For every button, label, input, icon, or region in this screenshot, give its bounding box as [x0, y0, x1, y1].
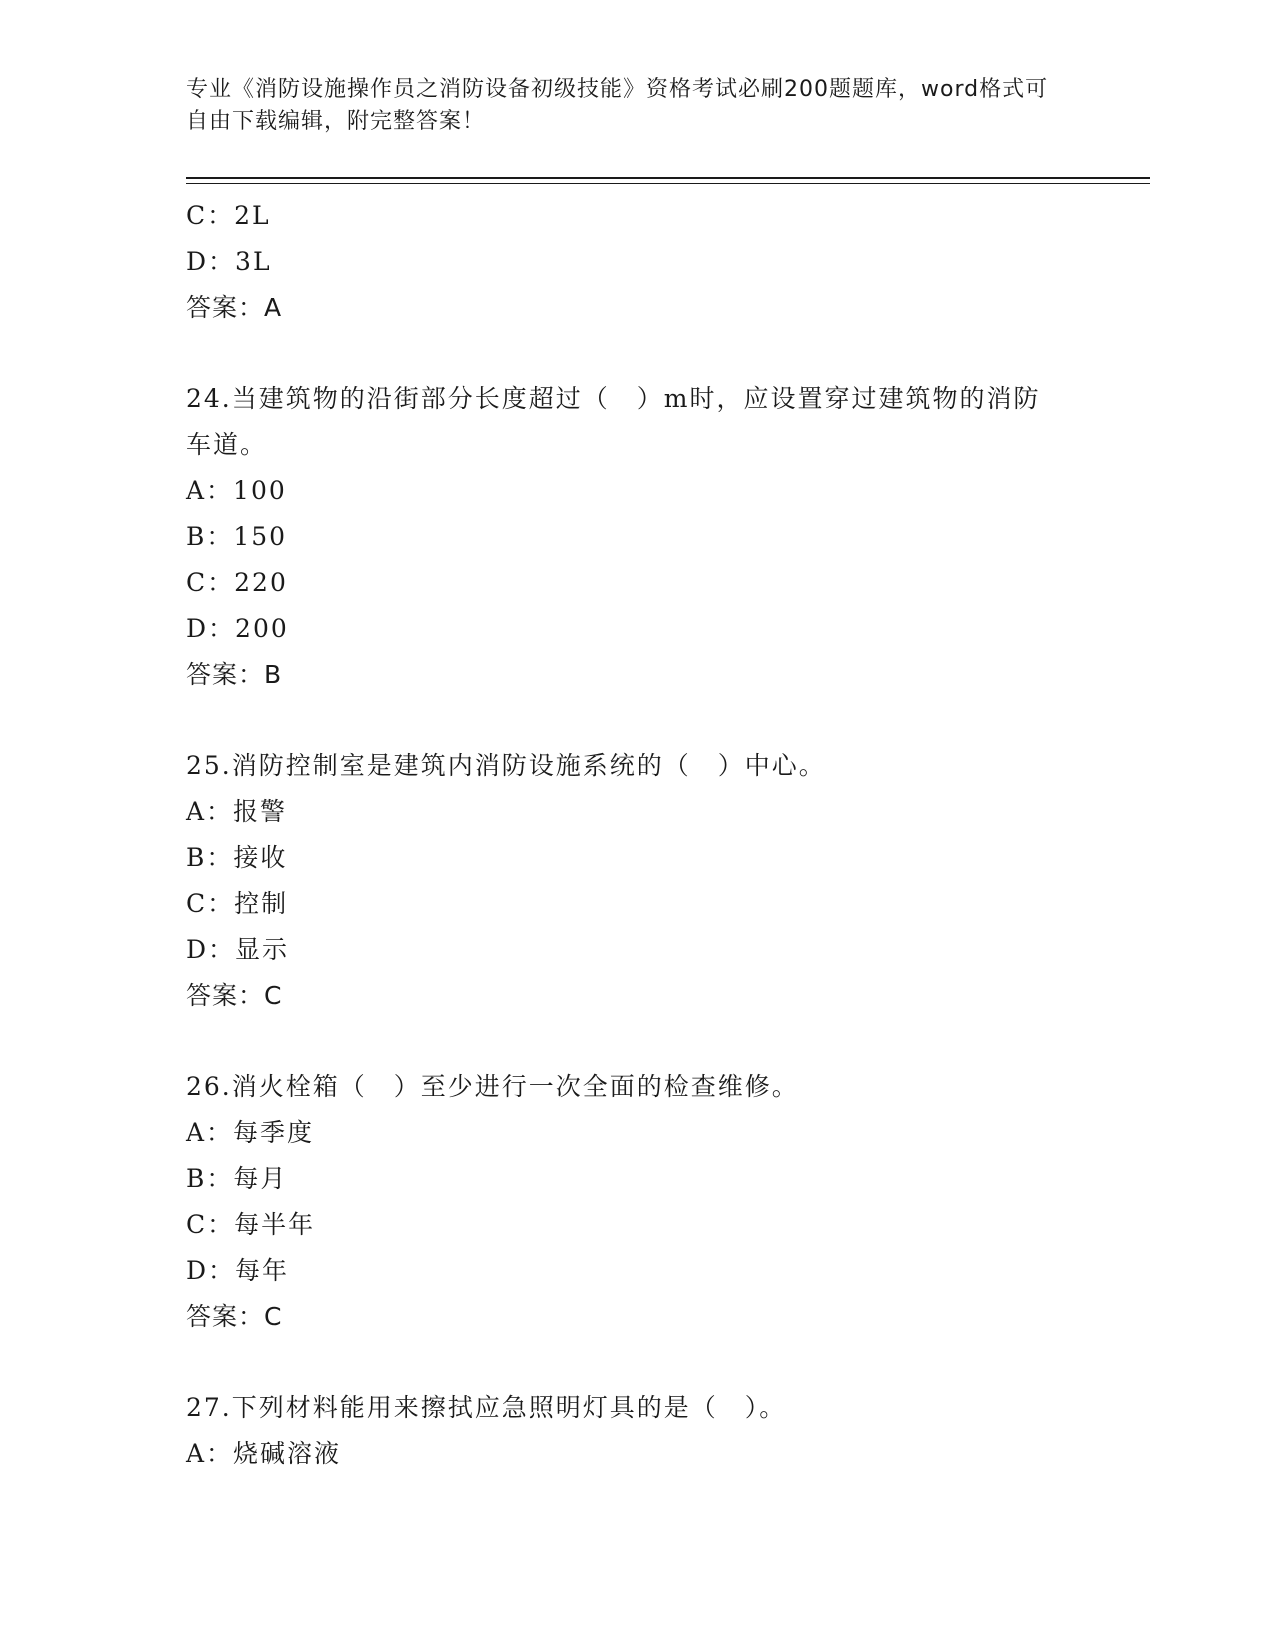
- question-stem: 24.当建筑物的沿街部分长度超过（ ）m时，应设置穿过建筑物的消防车道。: [186, 384, 1041, 459]
- question-stem: 25.消防控制室是建筑内消防设施系统的（ ）中心。: [186, 751, 826, 780]
- question-25: [186, 743, 1086, 1019]
- answer-line: 答案：C: [186, 1302, 283, 1331]
- option-a: A：每季度: [186, 1118, 315, 1147]
- header-divider-thick: [186, 177, 1150, 179]
- answer-line: 答案：C: [186, 981, 283, 1010]
- option-d: D：200: [186, 614, 289, 643]
- option-b: B：150: [186, 522, 288, 551]
- option-c: C：每半年: [186, 1210, 316, 1239]
- spacer: [186, 1340, 1086, 1385]
- question-24: [186, 376, 1086, 698]
- option-c: C：控制: [186, 889, 289, 918]
- option-d: D：3L: [186, 247, 272, 276]
- option-d: D：显示: [186, 935, 290, 964]
- answer-line: 答案：B: [186, 660, 283, 689]
- option-c: C：220: [186, 568, 288, 597]
- document-header: 专业《消防设施操作员之消防设备初级技能》资格考试必刷200题题库，word格式可自由下载编辑，附完整答案！: [186, 77, 1049, 134]
- option-a: A：报警: [186, 797, 288, 826]
- option-b: B：每月: [186, 1164, 288, 1193]
- question-26: [186, 1064, 1086, 1340]
- option-d: D：每年: [186, 1256, 290, 1285]
- answer-line: 答案：A: [186, 293, 283, 322]
- spacer: [186, 331, 1086, 376]
- question-list: [186, 193, 1086, 1477]
- question-27: [186, 1385, 1086, 1477]
- question-23-tail: [186, 193, 1086, 331]
- header-divider-thin: [186, 183, 1150, 184]
- spacer: [186, 1019, 1086, 1064]
- option-c: C：2L: [186, 201, 271, 230]
- spacer: [186, 698, 1086, 743]
- option-a: A：烧碱溶液: [186, 1439, 342, 1468]
- question-stem: 27.下列材料能用来擦拭应急照明灯具的是（ ）。: [186, 1393, 787, 1422]
- question-stem: 26.消火栓箱（ ）至少进行一次全面的检查维修。: [186, 1072, 799, 1101]
- option-b: B：接收: [186, 843, 288, 872]
- option-a: A：100: [186, 476, 287, 505]
